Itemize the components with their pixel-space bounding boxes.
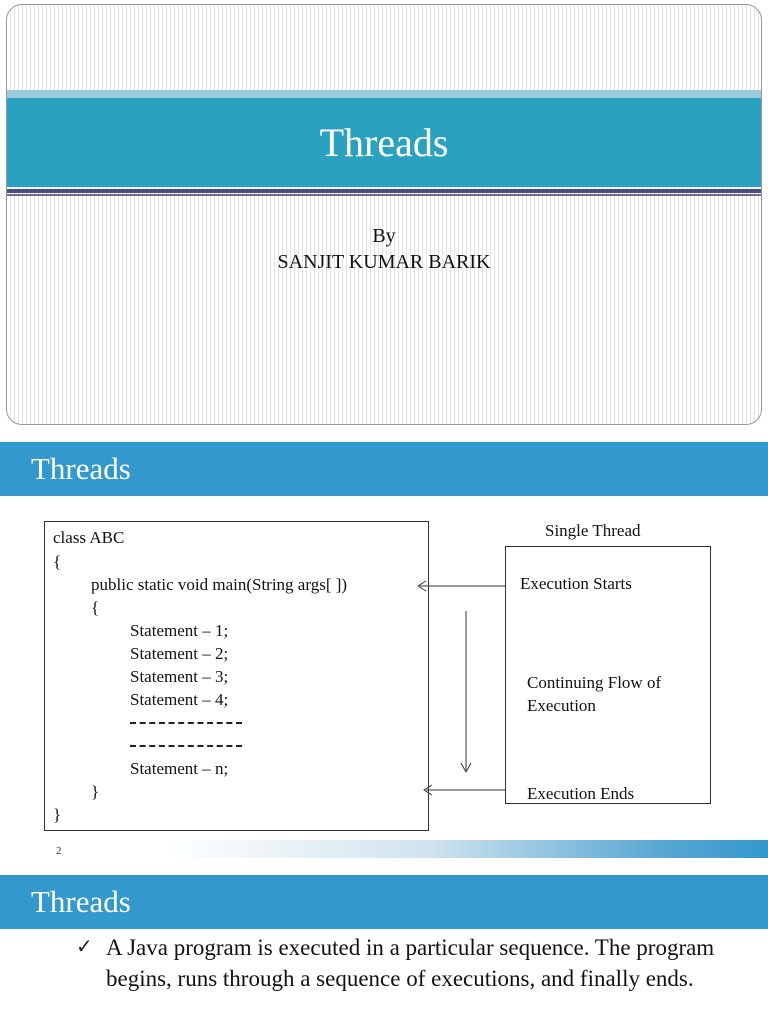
diagram-caption: Single Thread	[545, 521, 641, 540]
execution-start-label: Execution Starts	[520, 574, 632, 593]
code-line: Statement – n;	[130, 759, 229, 778]
footer-bar	[18, 840, 768, 858]
code-line: Statement – 2;	[130, 644, 229, 663]
author-name: SANJIT KUMAR BARIK	[277, 251, 491, 273]
code-line: }	[53, 805, 62, 824]
code-line: {	[91, 598, 100, 617]
execution-end-label: Execution Ends	[527, 784, 635, 803]
slide2-title: Threads	[31, 451, 131, 486]
code-line: class ABC	[53, 528, 125, 547]
page-number: 2	[56, 845, 62, 857]
code-line: Statement – 3;	[130, 667, 229, 686]
byline-label: By	[372, 225, 396, 247]
code-line: Statement – 4;	[130, 690, 229, 709]
slide3-title: Threads	[31, 884, 131, 919]
execution-flow-label: Continuing Flow of Execution	[527, 673, 662, 715]
slide-title: Threads	[319, 120, 449, 165]
bullet-text: A Java program is executed in a particular sequence. The program begins, runs through a sequence of executions, and finally ends.	[106, 935, 715, 991]
check-icon: ✓	[76, 934, 93, 958]
slide3-header	[0, 875, 768, 929]
code-line: public static void main(String args[ ])	[91, 575, 348, 594]
code-line: Statement – 1;	[130, 621, 229, 640]
code-line: {	[53, 552, 62, 571]
code-line: }	[91, 782, 100, 801]
